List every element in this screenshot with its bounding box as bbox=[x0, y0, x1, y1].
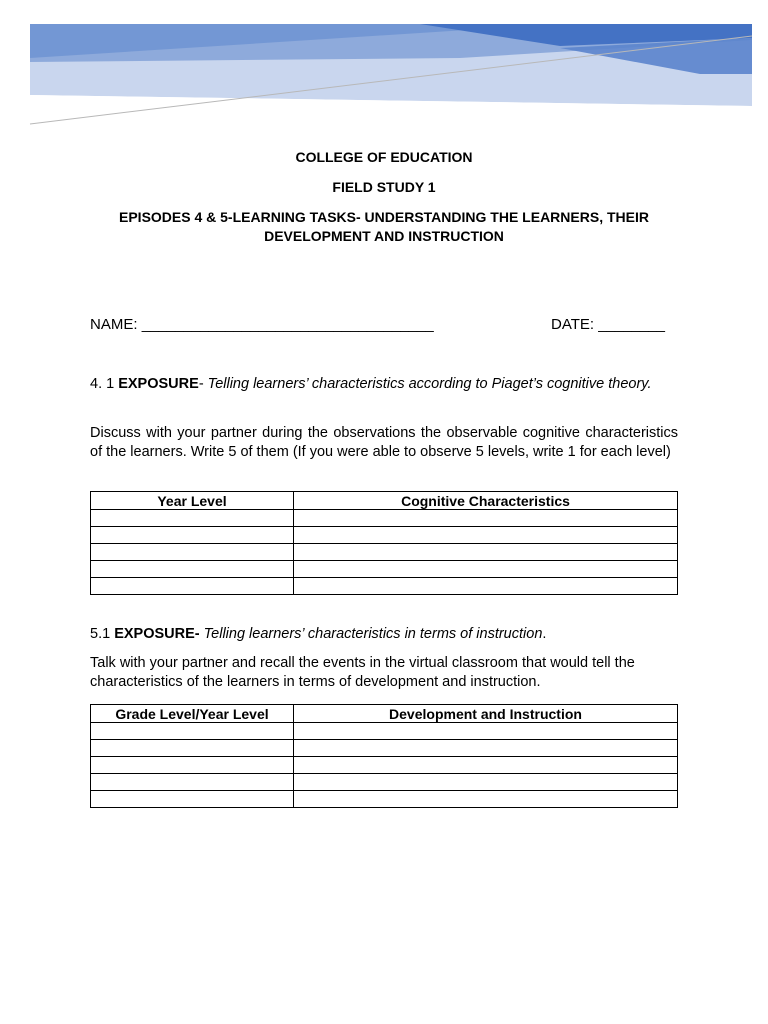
column-header-cognitive-characteristics: Cognitive Characteristics bbox=[294, 492, 678, 510]
development-instruction-cell[interactable] bbox=[294, 757, 678, 774]
year-level-cell[interactable] bbox=[91, 561, 294, 578]
section5-exposure-label: EXPOSURE- bbox=[114, 626, 200, 642]
section4-heading bbox=[90, 375, 678, 394]
cognitive-characteristics-cell[interactable] bbox=[294, 527, 678, 544]
name-field[interactable] bbox=[90, 315, 434, 335]
table-row bbox=[91, 791, 678, 808]
section4-dash: - bbox=[198, 376, 208, 392]
grade-level-cell[interactable] bbox=[91, 791, 294, 808]
table-header-row bbox=[91, 705, 678, 723]
section5-number: 5.1 bbox=[90, 626, 115, 642]
cognitive-characteristics-cell[interactable] bbox=[294, 510, 678, 527]
table-row bbox=[91, 774, 678, 791]
date-blank[interactable]: ________ bbox=[598, 316, 665, 333]
development-instruction-table bbox=[90, 704, 678, 808]
course-title: FIELD STUDY 1 bbox=[332, 179, 436, 195]
column-header-grade-year-level: Grade Level/Year Level bbox=[91, 705, 294, 723]
grade-level-cell[interactable] bbox=[91, 774, 294, 791]
section4-subtitle: Telling learners’ characteristics according to Piaget’s cognitive theory. bbox=[207, 376, 652, 392]
table-row bbox=[91, 723, 678, 740]
date-field[interactable] bbox=[551, 315, 665, 335]
development-instruction-cell[interactable] bbox=[294, 723, 678, 740]
cognitive-characteristics-cell[interactable] bbox=[294, 561, 678, 578]
table-row bbox=[91, 757, 678, 774]
section4-number: 4. 1 bbox=[90, 376, 119, 392]
table-row bbox=[91, 527, 678, 544]
header-banner bbox=[0, 0, 768, 140]
date-label: DATE: bbox=[551, 316, 599, 333]
section4-instructions: Discuss with your partner during the observations the observable cognitive characteristics of the learners. Write 5 of them (If you were able to observe 5 levels, write 1 for each level) bbox=[90, 425, 678, 460]
table-header-row bbox=[91, 492, 678, 510]
section4-exposure-label: EXPOSURE bbox=[118, 376, 199, 392]
table-row bbox=[91, 544, 678, 561]
section5-heading bbox=[90, 625, 678, 644]
year-level-cell[interactable] bbox=[91, 527, 294, 544]
section5-subtitle: Telling learners’ characteristics in terms of instruction bbox=[199, 626, 543, 642]
development-instruction-cell[interactable] bbox=[294, 740, 678, 757]
section5-instructions: Talk with your partner and recall the events in the virtual classroom that would tell the characteristics of the learners in terms of development and instruction. bbox=[90, 655, 635, 690]
grade-level-cell[interactable] bbox=[91, 740, 294, 757]
table-row bbox=[91, 740, 678, 757]
development-instruction-cell[interactable] bbox=[294, 774, 678, 791]
name-blank[interactable]: ___________________________________ bbox=[141, 316, 434, 333]
episode-title-line-1: EPISODES 4 & 5-LEARNING TASKS- UNDERSTANDING THE LEARNERS, THEIR bbox=[119, 209, 649, 225]
grade-level-cell[interactable] bbox=[91, 723, 294, 740]
episode-title-line-2: DEVELOPMENT AND INSTRUCTION bbox=[264, 228, 504, 244]
college-title: COLLEGE OF EDUCATION bbox=[295, 149, 473, 165]
table-row bbox=[91, 510, 678, 527]
column-header-development-instruction: Development and Instruction bbox=[294, 705, 678, 723]
section5-period: . bbox=[542, 626, 547, 642]
development-instruction-cell[interactable] bbox=[294, 791, 678, 808]
year-level-cell[interactable] bbox=[91, 578, 294, 595]
year-level-cell[interactable] bbox=[91, 544, 294, 561]
year-level-cell[interactable] bbox=[91, 510, 294, 527]
table-row bbox=[91, 578, 678, 595]
table-row bbox=[91, 561, 678, 578]
cognitive-characteristics-cell[interactable] bbox=[294, 544, 678, 561]
grade-level-cell[interactable] bbox=[91, 757, 294, 774]
name-label: NAME: bbox=[90, 316, 142, 333]
column-header-year-level: Year Level bbox=[91, 492, 294, 510]
cognitive-characteristics-table bbox=[90, 491, 678, 595]
cognitive-characteristics-cell[interactable] bbox=[294, 578, 678, 595]
